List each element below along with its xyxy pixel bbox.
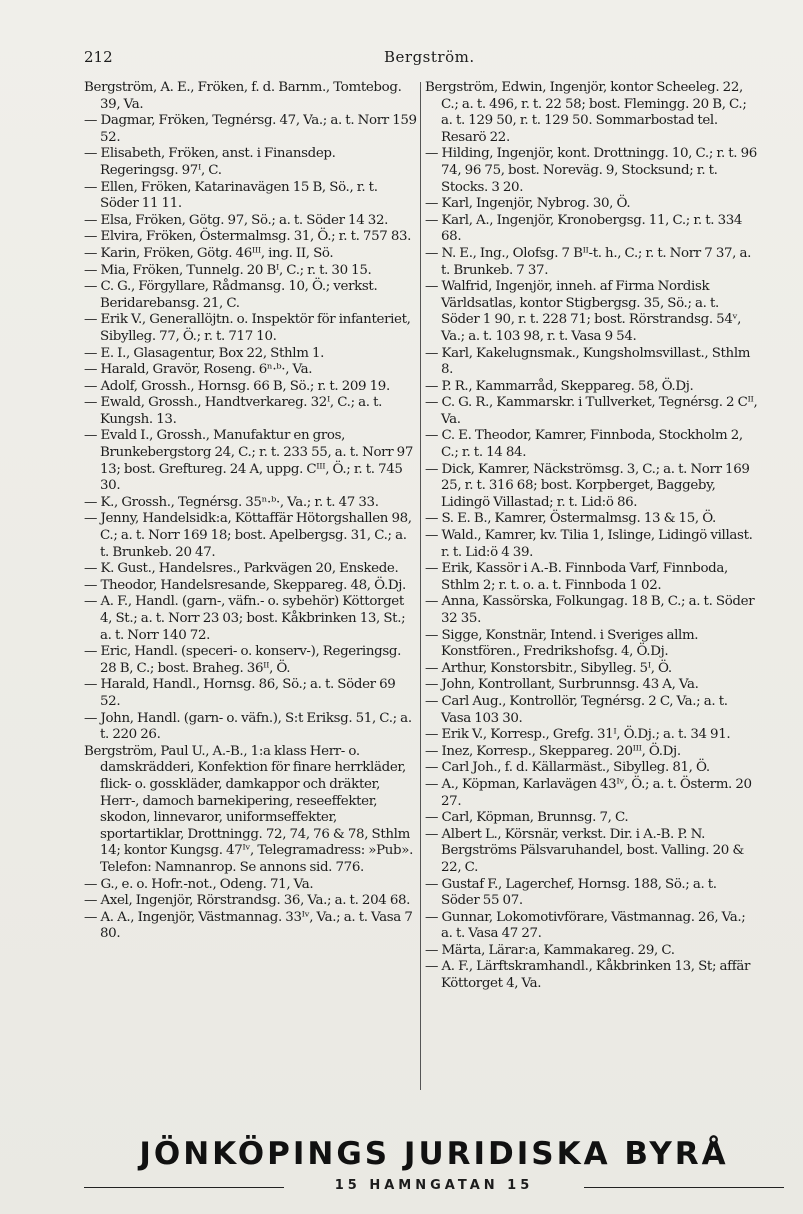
directory-entry: — Elvira, Fröken, Östermalmsg. 31, Ö.; r. t. 757 83. [84,229,412,245]
directory-entry: — A., Köpman, Karlavägen 43ᴵᵛ, Ö.; a. t. Österm. 20 27. [425,776,752,809]
directory-entry: — Karl, A., Ingenjör, Kronobergsg. 11, C.; r. t. 334 68. [425,212,743,245]
directory-entry: — Erik V., Korresp., Grefg. 31ᴵ, Ö.Dj.; a. t. 34 91. [425,727,731,743]
directory-entry: — Sigge, Konstnär, Intend. i Sveriges allm. Konstfören., Fredrikshofsg. 4, Ö.Dj. [425,627,699,660]
directory-entry: — Walfrid, Ingenjör, inneh. af Firma Nordisk Världsatlas, kontor Stigbergsg. 35, Sö.; a. t. Söder 1 90, r. t. 228 71; bost. Rörstrandsg. 54ᵛ, Va.; a. t. 103 98, r. t. Vasa 9 54. [425,279,742,344]
directory-entry: — Carl Joh., f. d. Källarmäst., Sibylleg. 81, Ö. [425,760,710,776]
advertisement-footer [84,1136,784,1196]
directory-entry: — S. E. B., Kamrer, Östermalmsg. 13 & 15, Ö. [425,511,716,527]
footer-rule-right [584,1187,784,1188]
directory-entry: — Ellen, Fröken, Katarinavägen 15 B, Sö., r. t. Söder 11 11. [84,179,378,212]
left-column [84,80,417,943]
directory-entry: — Gunnar, Lokomotivförare, Västmannag. 26, Va.; a. t. Vasa 47 27. [425,909,746,942]
directory-entry: — John, Handl. (garn- o. väfn.), S:t Eriksg. 51, C.; a. t. 220 26. [84,710,412,743]
directory-entry: — Gustaf F., Lagerchef, Hornsg. 188, Sö.; a. t. Söder 55 07. [425,876,717,909]
directory-entry: — Harald, Gravör, Roseng. 6ⁿ·ᵇ·, Va. [84,362,313,378]
right-column [425,80,758,993]
directory-entry: — Theodor, Handelsresande, Skeppareg. 48, Ö.Dj. [84,577,406,593]
directory-entry: — C. G., Förgyllare, Rådmansg. 10, Ö.; verkst. Beridarebansg. 21, C. [84,279,378,311]
directory-entry: — Märta, Lärar:a, Kammakareg. 29, C. [425,942,675,958]
directory-entry: — Arthur, Konstorsbitr., Sibylleg. 5ᴵ, Ö. [425,660,672,676]
directory-entry: — Jenny, Handelsidk:a, Köttaffär Hötorgshallen 98, C.; a. t. Norr 169 18; bost. Apelbergsg. 31, C.; a. t. Brunkeb. 20 47. [84,511,412,560]
directory-entry: — Albert L., Körsnär, verkst. Dir. i A.-B. P. N. Bergströms Pälsvaruhandel, bost. Valling. 20 & 22, C. [425,826,744,875]
advertiser-address: 15 HAMNGATAN 15 [334,1178,534,1193]
directory-entry: — Elsa, Fröken, Götg. 97, Sö.; a. t. Söder 14 32. [84,212,389,228]
directory-entry: — A. A., Ingenjör, Västmannag. 33ᴵᵛ, Va.; a. t. Vasa 7 80. [84,909,413,942]
two-column-listing [84,80,784,1140]
directory-entry: — Ewald, Grossh., Handtverkareg. 32ᴵ, C.; a. t. Kungsh. 13. [84,395,383,427]
directory-entry: — A. F., Lärftskramhandl., Kåkbrinken 13, St; affär Köttorget 4, Va. [425,959,751,992]
directory-entry: — Erik V., Generallöjtn. o. Inspektör för infanteriet, Sibylleg. 77, Ö.; r. t. 717 10. [84,312,411,344]
running-title: Bergström. [384,48,475,66]
directory-entry: — C. E. Theodor, Kamrer, Finnboda, Stockholm 2, C.; r. t. 14 84. [425,428,743,461]
directory-entry: — K., Grossh., Tegnérsg. 35ⁿ·ᵇ·, Va.; r. t. 47 33. [84,494,379,510]
directory-entry: — N. E., Ing., Olofsg. 7 Bᴵᴵ-t. h., C.; r. t. Norr 7 37, a. t. Brunkeb. 7 37. [425,245,752,278]
advertiser-name: JÖNKÖPINGS JURIDISKA BYRÅ [139,1136,729,1172]
directory-entry: — Karl, Kakelugnsmak., Kungsholmsvillast., Sthlm 8. [425,345,751,378]
directory-entry: — Dick, Kamrer, Näckströmsg. 3, C.; a. t. Norr 169 25, r. t. 316 68; bost. Korpberget, Baggeby, Lidingö Villastad; r. t. Lid:ö 86. [425,461,750,510]
page-header [84,48,784,74]
directory-entry: — P. R., Kammarråd, Skeppareg. 58, Ö.Dj. [425,378,694,394]
directory-entry: — Carl Aug., Kontrollör, Tegnérsg. 2 C, Va.; a. t. Vasa 103 30. [425,693,728,726]
page-number: 212 [84,48,113,66]
column-divider [420,82,421,1090]
directory-entry: — Mia, Fröken, Tunnelg. 20 Bᴵ, C.; r. t. 30 15. [84,262,372,278]
directory-entry: — C. G. R., Kammarskr. i Tullverket, Tegnérsg. 2 Cᴵᴵ, Va. [425,395,758,427]
directory-entry: — Wald., Kamrer, kv. Tilia 1, Islinge, Lidingö villast. r. t. Lid:ö 4 39. [425,528,753,560]
directory-entry: Bergström, Edwin, Ingenjör, kontor Scheeleg. 22, C.; a. t. 496, r. t. 22 58; bost. Flemingg. 20 B, C.; a. t. 129 50, r. t. 129 50. Sommarbostad tel. Resarö 22. [425,80,747,145]
directory-entry: — E. I., Glasagentur, Box 22, Sthlm 1. [84,345,325,361]
directory-entry: — Adolf, Grossh., Hornsg. 66 B, Sö.; r. t. 209 19. [84,378,390,394]
directory-entry: — G., e. o. Hofr.-not., Odeng. 71, Va. [84,876,314,892]
directory-entry: — Axel, Ingenjör, Rörstrandsg. 36, Va.; a. t. 204 68. [84,893,411,909]
directory-entry: — Evald I., Grossh., Manufaktur en gros, Brunkebergstorg 24, C.; r. t. 233 55, a. t. Norr 97 13; bost. Greftureg. 24 A, uppg. Cᴵᴵᴵ, Ö.; r. t. 745 30. [84,428,414,494]
directory-entry: — Karin, Fröken, Götg. 46ᴵᴵᴵ, ing. II, Sö. [84,245,334,261]
directory-entry: — Carl, Köpman, Brunnsg. 7, C. [425,810,629,826]
directory-entry: — Erik, Kassör i A.-B. Finnboda Varf, Finnboda, Sthlm 2; r. t. o. a. t. Finnboda 1 02. [425,561,728,593]
directory-entry: — Inez, Korresp., Skeppareg. 20ᴵᴵᴵ, Ö.Dj. [425,743,681,759]
directory-entry: — Elisabeth, Fröken, anst. i Finansdep. Regeringsg. 97ᴵ, C. [84,146,336,178]
directory-entry: — John, Kontrollant, Surbrunnsg. 43 A, Va. [425,677,699,693]
directory-entry: — Karl, Ingenjör, Nybrog. 30, Ö. [425,196,631,212]
directory-entry-company: Bergström, Paul U., A.-B., 1:a klass Herr- o. damskrädderi, Konfektion för finare herrkläder, flick- o. gosskläder, damkappor och dräkter, Herr-, damoch barnekipering, reseeffekter, skodon, linnevaror, uniformseffekter, sportartiklar, Drottningg. 72, 74, 76 & 78, Sthlm 14; kontor Kungsg. 47ᴵᵛ, Telegramadress: »Pub». Telefon: Namnanrop. Se annons sid. 776. [84,743,414,875]
directory-entry: — K. Gust., Handelsres., Parkvägen 20, Enskede. [84,561,399,577]
directory-entry: — Hilding, Ingenjör, kont. Drottningg. 10, C.; r. t. 96 74, 96 75, bost. Noreväg. 9, Stocksund; r. t. Stocks. 3 20. [425,146,757,195]
directory-entry: — Eric, Handl. (speceri- o. konserv-), Regeringsg. 28 B, C.; bost. Braheg. 36ᴵᴵ, Ö. [84,644,401,676]
directory-entry: — Dagmar, Fröken, Tegnérsg. 47, Va.; a. t. Norr 159 52. [84,113,417,145]
directory-entry: — A. F., Handl. (garn-, väfn.- o. sybehör) Köttorget 4, St.; a. t. Norr 23 03; bost. Kåkbrinken 13, St.; a. t. Norr 140 72. [84,594,406,643]
directory-entry: — Harald, Handl., Hornsg. 86, Sö.; a. t. Söder 69 52. [84,677,396,709]
directory-entry: Bergström, A. E., Fröken, f. d. Barnm., Tomtebog. 39, Va. [84,80,402,112]
directory-entry: — Anna, Kassörska, Folkungag. 18 B, C.; a. t. Söder 32 35. [425,594,755,626]
